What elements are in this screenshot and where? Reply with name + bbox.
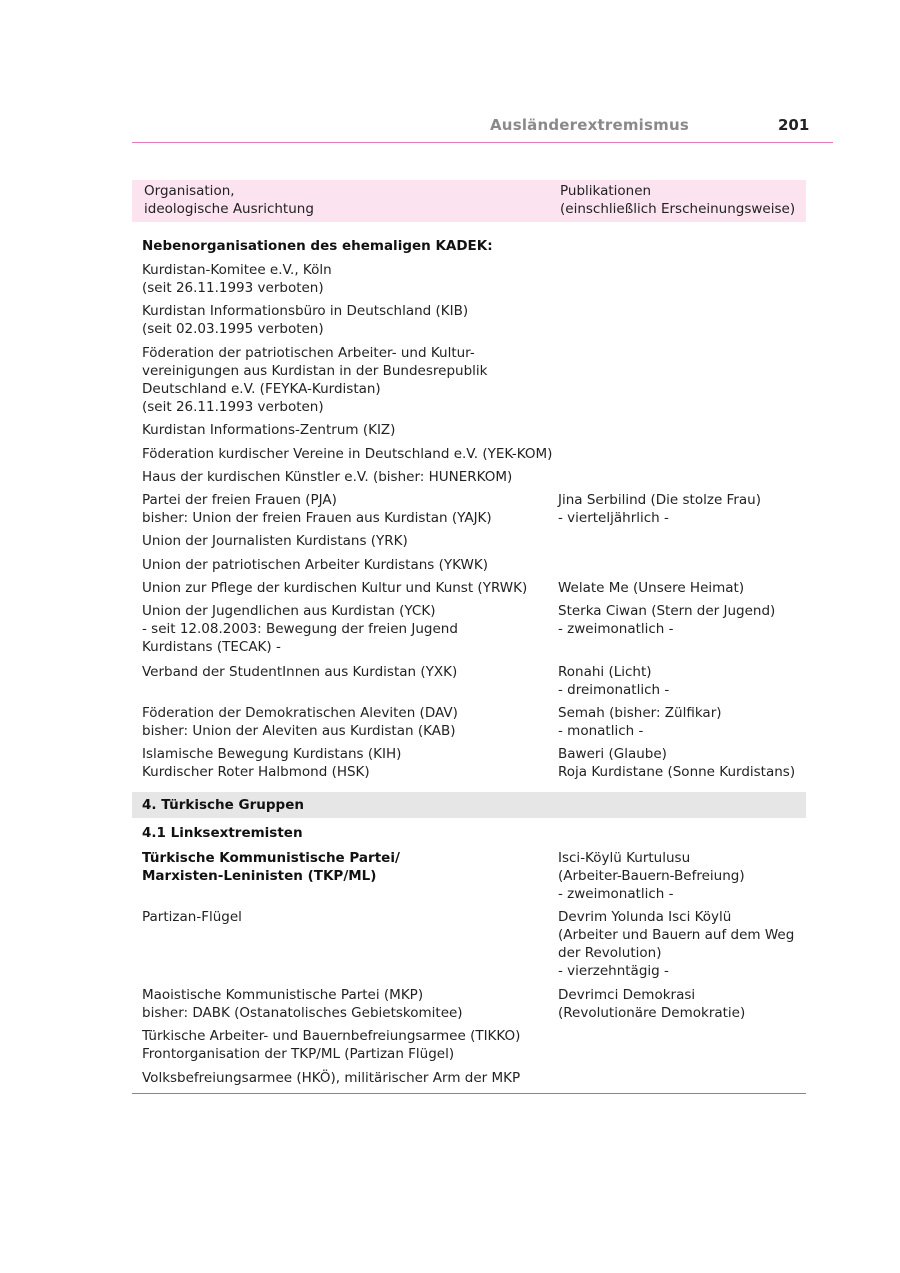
organisation-line: (seit 02.03.1995 verboten): [142, 321, 324, 337]
organisation-line: Kurdistans (TECAK) -: [142, 639, 281, 655]
column-header-organisation: [144, 182, 314, 218]
publication-line: Ronahi (Licht): [558, 664, 652, 680]
organisation-cell: [142, 1069, 520, 1087]
publication-cell: [558, 986, 745, 1022]
organisation-line: Kurdistan-Komitee e.V., Köln: [142, 262, 332, 278]
organisation-cell: [142, 532, 408, 550]
organisation-line: (seit 26.11.1993 verboten): [142, 399, 324, 415]
publication-line: - monatlich -: [558, 723, 644, 739]
organisation-cell: [142, 556, 488, 574]
publication-line: Devrim Yolunda Isci Köylü: [558, 909, 732, 925]
organisation-cell: [142, 302, 468, 338]
publication-cell: [558, 663, 669, 699]
publication-line: Roja Kurdistane (Sonne Kurdistans): [558, 764, 796, 780]
publication-cell: [558, 849, 745, 903]
table-bottom-rule: [132, 1093, 806, 1094]
organisation-cell: [142, 704, 458, 740]
organisation-cell: [142, 1027, 520, 1063]
organisation-line: Deutschland e.V. (FEYKA-Kurdistan): [142, 381, 381, 397]
organisation-line: vereinigungen aus Kurdistan in der Bundesrepublik: [142, 363, 488, 379]
organisation-cell: [142, 344, 487, 416]
publication-line: - dreimonatlich -: [558, 682, 670, 698]
publication-line: Jina Serbilind (Die stolze Frau): [558, 492, 761, 508]
organisation-line: Türkische Kommunistische Partei/: [142, 850, 400, 866]
organisation-cell: [142, 261, 332, 297]
organisation-line: Islamische Bewegung Kurdistans (KIH): [142, 746, 402, 762]
organisation-line: Türkische Arbeiter- und Bauernbefreiungsarmee (TIKKO): [142, 1028, 521, 1044]
organisation-line: bisher: Union der freien Frauen aus Kurdistan (YAJK): [142, 510, 492, 526]
organisation-line: Verband der StudentInnen aus Kurdistan (YXK): [142, 664, 458, 680]
publication-line: Devrimci Demokrasi: [558, 987, 696, 1003]
column-header-line: (einschließlich Erscheinungsweise): [560, 201, 796, 217]
publication-line: - vierzehntägig -: [558, 963, 669, 979]
publication-line: Welate Me (Unsere Heimat): [558, 580, 745, 596]
publication-line: (Revolutionäre Demokratie): [558, 1005, 746, 1021]
organisation-line: Frontorganisation der TKP/ML (Partizan Flügel): [142, 1046, 455, 1062]
organisation-cell: [142, 491, 492, 527]
publication-cell: [558, 491, 761, 527]
subheading-linksextremisten: 4.1 Linksextremisten: [142, 825, 303, 841]
section-heading: 4. Türkische Gruppen: [142, 797, 304, 813]
column-header-line: ideologische Ausrichtung: [144, 201, 314, 217]
organisation-cell: [142, 745, 401, 781]
organisation-cell: [142, 986, 463, 1022]
organisation-cell: [142, 663, 457, 681]
organisation-line: Maoistische Kommunistische Partei (MKP): [142, 987, 424, 1003]
organisation-line: Föderation kurdischer Vereine in Deutschland e.V. (YEK-KOM): [142, 446, 553, 462]
section-band: [132, 792, 806, 818]
organisation-line: Kurdischer Roter Halbmond (HSK): [142, 764, 370, 780]
organisation-line: Volksbefreiungsarmee (HKÖ), militärischer Arm der MKP: [142, 1070, 521, 1086]
organisation-cell: [142, 602, 458, 656]
organisation-line: Partei der freien Frauen (PJA): [142, 492, 337, 508]
publication-line: (Arbeiter und Bauern auf dem Weg: [558, 927, 795, 943]
organisation-cell: [142, 445, 552, 463]
organisation-cell: [142, 579, 527, 597]
organisation-cell: [142, 908, 242, 926]
publication-line: - vierteljährlich -: [558, 510, 669, 526]
publication-line: Semah (bisher: Zülfikar): [558, 705, 722, 721]
running-header: [132, 116, 833, 143]
organisation-line: Partizan-Flügel: [142, 909, 242, 925]
section-title: Ausländerextremismus: [490, 116, 689, 134]
organisation-line: Marxisten-Leninisten (TKP/ML): [142, 868, 377, 884]
organisation-line: bisher: Union der Aleviten aus Kurdistan (KAB): [142, 723, 456, 739]
organisation-line: Haus der kurdischen Künstler e.V. (bisher: HUNERKOM): [142, 469, 513, 485]
organisation-cell: [142, 849, 400, 885]
column-header-line: Publikationen: [560, 183, 652, 199]
organisation-line: Kurdistan Informationsbüro in Deutschland (KIB): [142, 303, 469, 319]
organisation-line: Union der patriotischen Arbeiter Kurdistans (YKWK): [142, 557, 488, 573]
publication-cell: [558, 745, 795, 781]
organisation-line: Union zur Pflege der kurdischen Kultur und Kunst (YRWK): [142, 580, 528, 596]
column-header-line: Organisation,: [144, 183, 235, 199]
column-header-band: [132, 180, 806, 222]
publication-cell: [558, 602, 775, 638]
subheading-kadek: Nebenorganisationen des ehemaligen KADEK:: [142, 238, 493, 254]
organisation-line: Union der Journalisten Kurdistans (YRK): [142, 533, 408, 549]
organisation-line: - seit 12.08.2003: Bewegung der freien Jugend: [142, 621, 458, 637]
publication-line: Baweri (Glaube): [558, 746, 667, 762]
organisation-line: Kurdistan Informations-Zentrum (KIZ): [142, 422, 396, 438]
publication-line: Isci-Köylü Kurtulusu: [558, 850, 691, 866]
organisation-line: Union der Jugendlichen aus Kurdistan (YCK): [142, 603, 436, 619]
organisation-line: Föderation der Demokratischen Aleviten (DAV): [142, 705, 458, 721]
organisation-cell: [142, 421, 395, 439]
publication-line: - zweimonatlich -: [558, 886, 674, 902]
publication-cell: [558, 579, 744, 597]
publication-line: (Arbeiter-Bauern-Befreiung): [558, 868, 745, 884]
column-header-publikationen: [560, 182, 795, 218]
organisation-line: Föderation der patriotischen Arbeiter- und Kultur-: [142, 345, 475, 361]
publication-cell: [558, 908, 794, 980]
organisation-cell: [142, 468, 512, 486]
page-number: 201: [778, 116, 810, 134]
publication-line: - zweimonatlich -: [558, 621, 674, 637]
organisation-line: bisher: DABK (Ostanatolisches Gebietskomitee): [142, 1005, 463, 1021]
publication-line: der Revolution): [558, 945, 662, 961]
publication-line: Sterka Ciwan (Stern der Jugend): [558, 603, 776, 619]
publication-cell: [558, 704, 722, 740]
organisation-line: (seit 26.11.1993 verboten): [142, 280, 324, 296]
